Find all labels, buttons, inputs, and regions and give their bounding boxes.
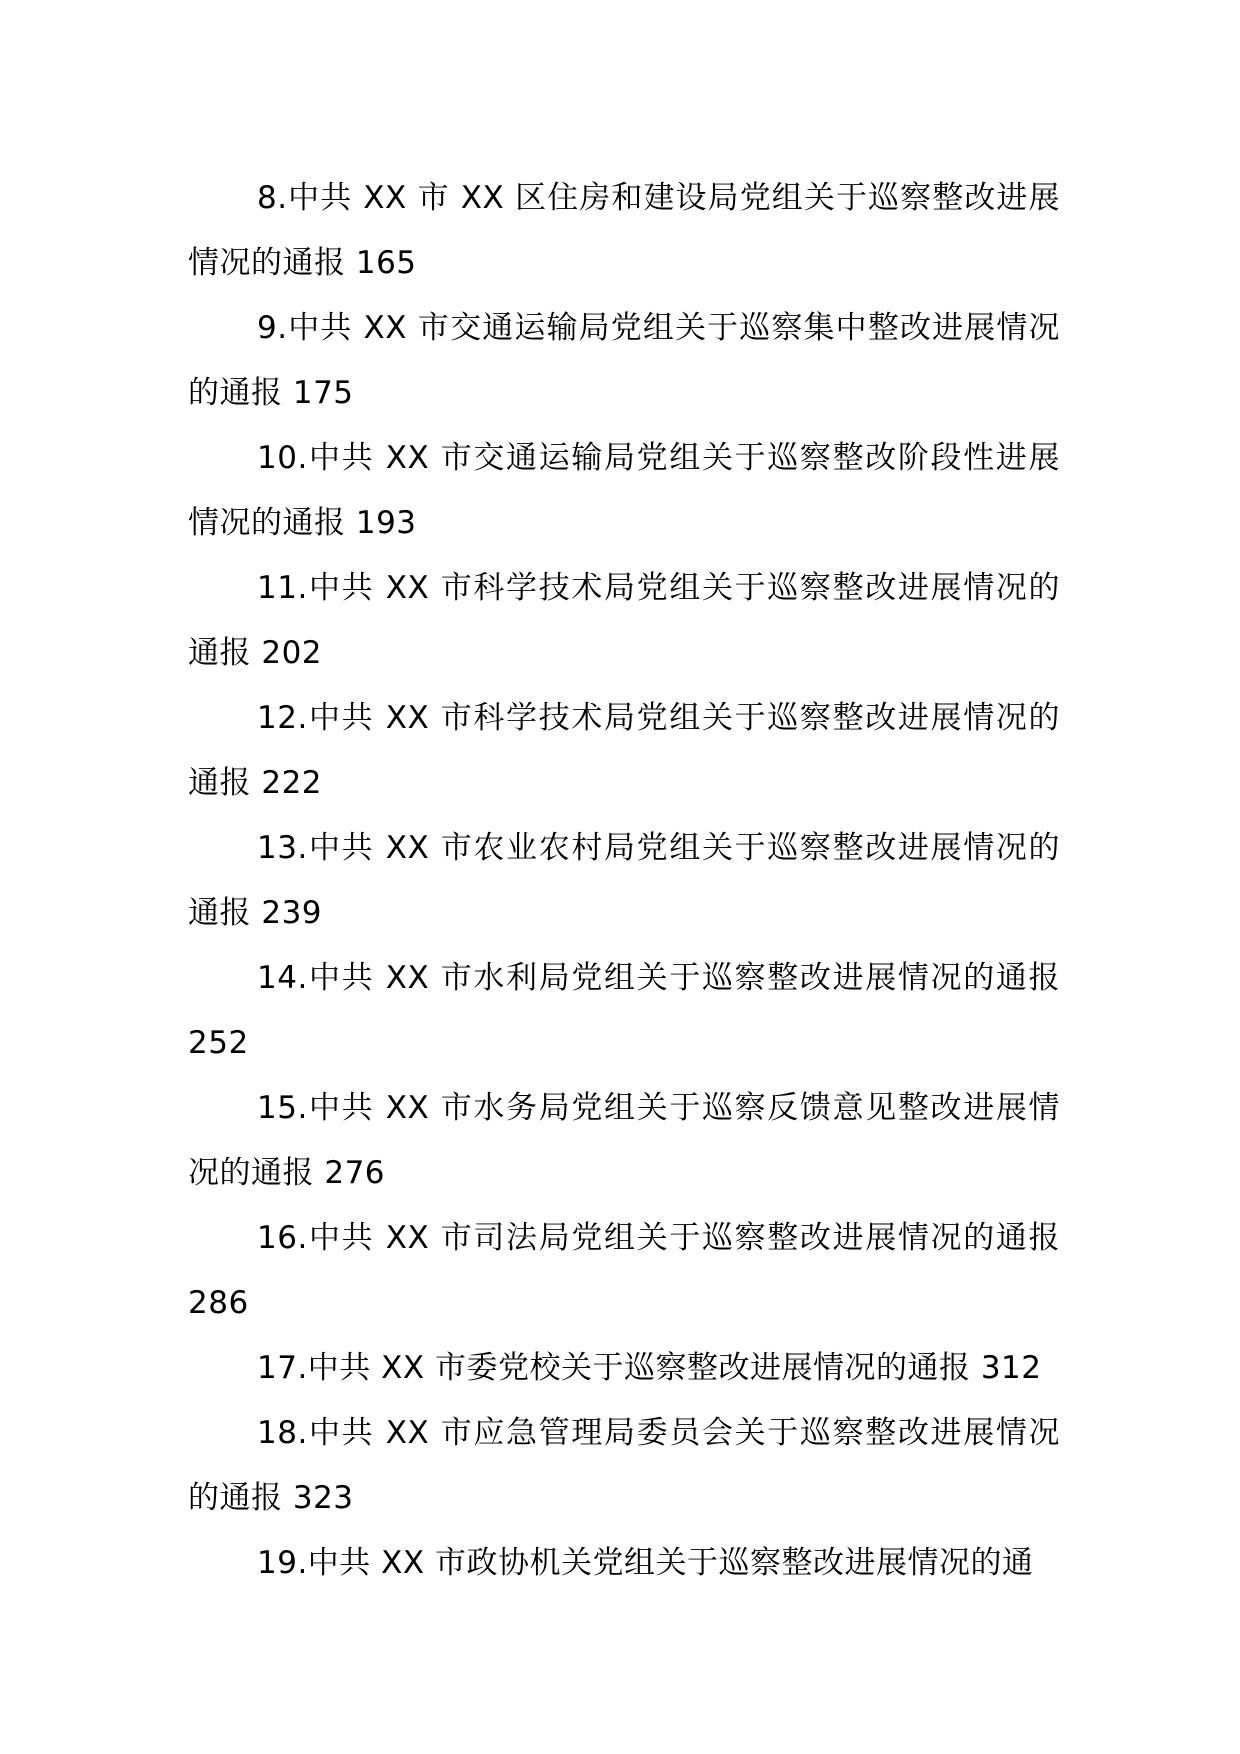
toc-entry-10: 10.中共 XX 市交通运输局党组关于巡察整改阶段性进展情况的通报 193: [188, 440, 1060, 541]
toc-entry-11: 11.中共 XX 市科学技术局党组关于巡察整改进展情况的通报 202: [188, 570, 1060, 671]
table-of-contents: [188, 166, 1060, 1596]
toc-entry-14: 14.中共 XX 市水利局党组关于巡察整改进展情况的通报 252: [188, 960, 1060, 1061]
toc-entry-13: 13.中共 XX 市农业农村局党组关于巡察整改进展情况的通报 239: [188, 830, 1060, 931]
toc-entry-8: 8.中共 XX 市 XX 区住房和建设局党组关于巡察整改进展情况的通报 165: [188, 180, 1060, 281]
toc-entry-9: 9.中共 XX 市交通运输局党组关于巡察集中整改进展情况的通报 175: [188, 310, 1060, 411]
toc-entry-19: 19.中共 XX 市政协机关党组关于巡察整改进展情况的通: [257, 1545, 1034, 1581]
toc-entry-18: 18.中共 XX 市应急管理局委员会关于巡察整改进展情况的通报 323: [188, 1415, 1060, 1516]
toc-entry-12: 12.中共 XX 市科学技术局党组关于巡察整改进展情况的通报 222: [188, 700, 1060, 801]
toc-entry-17: 17.中共 XX 市委党校关于巡察整改进展情况的通报 312: [257, 1350, 1042, 1386]
toc-entry-16: 16.中共 XX 市司法局党组关于巡察整改进展情况的通报 286: [188, 1220, 1060, 1321]
toc-entry-15: 15.中共 XX 市水务局党组关于巡察反馈意见整改进展情况的通报 276: [188, 1090, 1060, 1191]
